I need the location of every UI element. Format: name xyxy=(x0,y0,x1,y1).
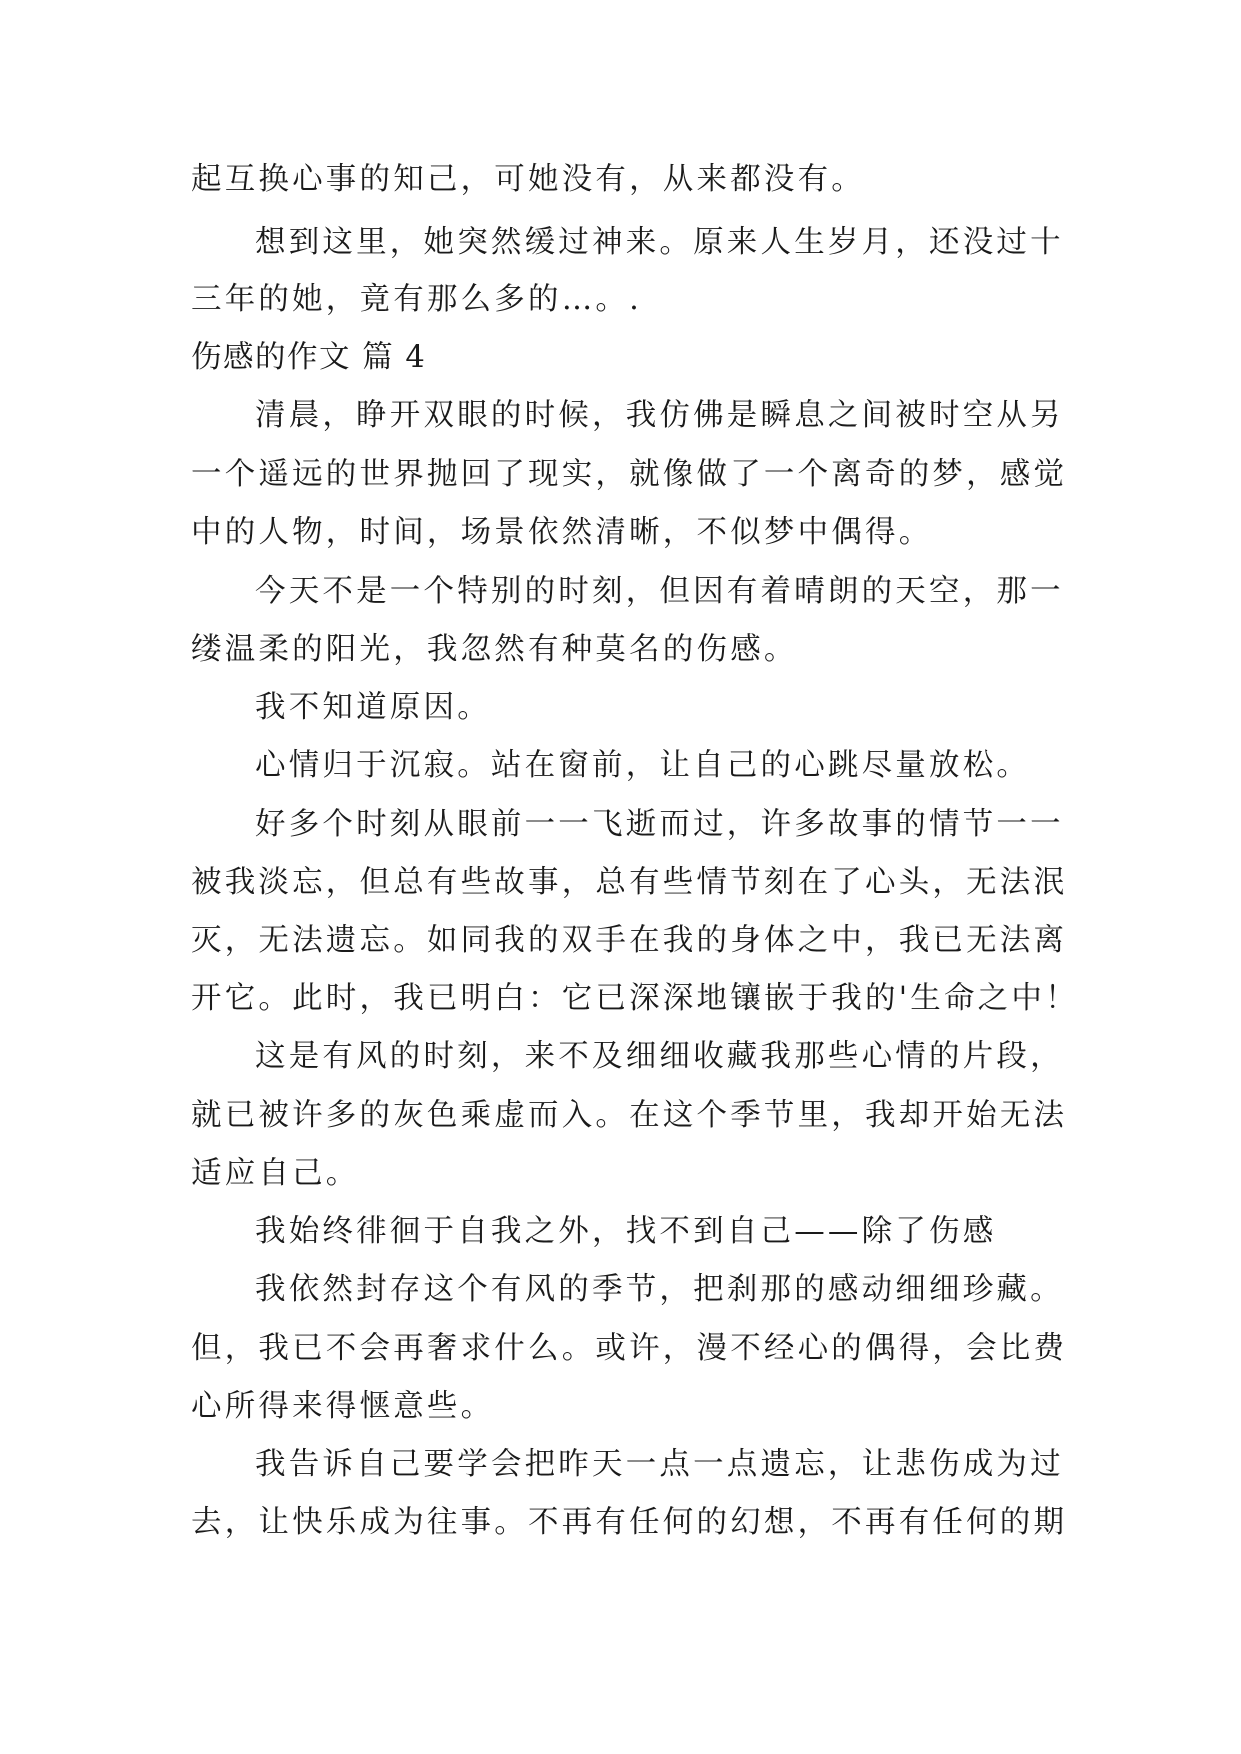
paragraph-line: 我依然封存这个有风的季节，把刹那的感动细细珍藏。 xyxy=(255,1272,1064,1307)
paragraph-line: 缕温柔的阳光，我忽然有种莫名的伤感。 xyxy=(191,632,798,667)
paragraph-line: 一个遥远的世界抛回了现实，就像做了一个离奇的梦，感觉 xyxy=(191,457,1068,492)
paragraph-line: 我告诉自己要学会把昨天一点一点遗忘，让悲伤成为过 xyxy=(255,1447,1064,1482)
paragraph-line: 我不知道原因。 xyxy=(255,690,491,725)
paragraph-line: 灭，无法遗忘。如同我的双手在我的身体之中，我已无法离 xyxy=(191,923,1068,958)
paragraph-line: 好多个时刻从眼前一一飞逝而过，许多故事的情节一一 xyxy=(255,807,1064,842)
paragraph-line: 三年的她，竟有那么多的…。. xyxy=(191,282,642,317)
paragraph-line: 被我淡忘，但总有些故事，总有些情节刻在了心头，无法泯 xyxy=(191,865,1068,900)
paragraph-line: 去，让快乐成为往事。不再有任何的幻想，不再有任何的期 xyxy=(191,1505,1068,1540)
paragraph-line: 今天不是一个特别的时刻，但因有着晴朗的天空，那一 xyxy=(255,574,1064,609)
paragraph-line: 清晨，睁开双眼的时候，我仿佛是瞬息之间被时空从另 xyxy=(255,398,1064,433)
section-heading: 伤感的作文 篇 4 xyxy=(191,340,427,375)
paragraph-line: 想到这里，她突然缓过神来。原来人生岁月，还没过十 xyxy=(255,225,1064,260)
paragraph-line: 开它。此时，我已明白：它已深深地镶嵌于我的'生命之中！ xyxy=(191,981,1079,1016)
paragraph-line: 就已被许多的灰色乘虚而入。在这个季节里，我却开始无法 xyxy=(191,1098,1068,1133)
paragraph-line: 起互换心事的知己，可她没有，从来都没有。 xyxy=(191,162,865,197)
paragraph-line: 心情归于沉寂。站在窗前，让自己的心跳尽量放松。 xyxy=(255,748,1031,783)
paragraph-line: 但，我已不会再奢求什么。或许，漫不经心的偶得，会比费 xyxy=(191,1331,1068,1366)
paragraph-line: 这是有风的时刻，来不及细细收藏我那些心情的片段， xyxy=(255,1039,1064,1074)
paragraph-line: 中的人物，时间，场景依然清晰，不似梦中偶得。 xyxy=(191,515,933,550)
paragraph-line: 心所得来得惬意些。 xyxy=(191,1389,495,1424)
paragraph-line: 我始终徘徊于自我之外，找不到自己——除了伤感 xyxy=(255,1214,997,1249)
paragraph-line: 适应自己。 xyxy=(191,1156,360,1191)
